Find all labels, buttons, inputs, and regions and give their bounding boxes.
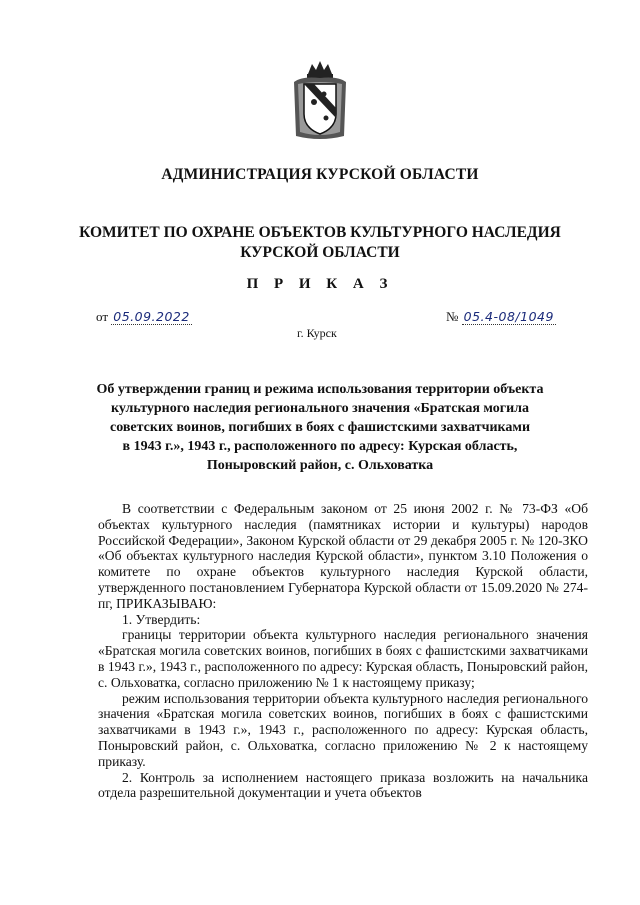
- subject-line-1: Об утверждении границ и режима использования территории объекта: [96, 382, 544, 397]
- body-paragraph-item-1: 1. Утвердить:: [122, 611, 201, 627]
- body-paragraph-regime: режим использования территории объекта культурного наследия регионального значения «Братская могила советских воинов, погибших в боях с фашистскими захватчиками в 1943 г.», 1943 г., расположенного по адресу: Курская область, Поныровский район, с. Ольховатка, согласно приложению № 2 к настоящему приказу.: [98, 690, 588, 769]
- order-subject: [0, 380, 640, 475]
- committee-title-line-2: КУРСКОЙ ОБЛАСТИ: [240, 244, 400, 261]
- subject-line-4: в 1943 г.», 1943 г., расположенного по адресу: Курская область,: [122, 439, 518, 454]
- number-value: 05.4-08/1049: [463, 309, 554, 324]
- kursk-coat-of-arms-icon: [288, 58, 352, 142]
- order-date: [96, 309, 192, 325]
- subject-line-2: культурного наследия регионального значения «Братская могила: [110, 401, 530, 416]
- administration-title: АДМИНИСТРАЦИЯ КУРСКОЙ ОБЛАСТИ: [161, 166, 479, 183]
- body-paragraph-boundaries: границы территории объекта культурного наследия регионального значения «Братская могила советских воинов, погибших в боях с фашистскими захватчиками в 1943 г.», 1943 г., расположенного по адресу: Курская область, Поныровский район, с. Ольховатка, согласно приложению № 1 к настоящему приказу;: [98, 627, 588, 690]
- committee-title-line-1: КОМИТЕТ ПО ОХРАНЕ ОБЪЕКТОВ КУЛЬТУРНОГО НАСЛЕДИЯ: [79, 224, 561, 241]
- number-label: №: [446, 309, 459, 324]
- order-number: [446, 309, 556, 325]
- body-paragraph-preamble: В соответствии с Федеральным законом от 25 июня 2002 г. № 73-ФЗ «Об объектах культурного наследия (памятниках истории и культуры) народов Российской Федерации», Законом Курской области от 29 декабря 2005 г. № 120-ЗКО «Об объектах культурного наследия Курской области», пунктом 3.10 Положения о комитете по охране объектов культурного наследия Курской области, утвержденного постановлением Губернатора Курской области от 15.09.2020 № 274-пг, ПРИКАЗЫВАЮ:: [98, 501, 588, 611]
- subject-line-5: Поныровский район, с. Ольховатка: [206, 458, 434, 473]
- committee-title: [0, 223, 640, 263]
- date-label: от: [96, 309, 109, 324]
- document-type-title: П Р И К А З: [246, 276, 394, 292]
- city-label: г. Курск: [297, 326, 337, 340]
- order-body: [98, 501, 588, 801]
- body-paragraph-item-2: 2. Контроль за исполнением настоящего приказа возложить на начальника отдела разрешительной документации и учета объектов: [98, 769, 588, 801]
- date-value: 05.09.2022: [113, 309, 190, 324]
- subject-line-3: советских воинов, погибших в боях с фашистскими захватчиками: [109, 420, 531, 435]
